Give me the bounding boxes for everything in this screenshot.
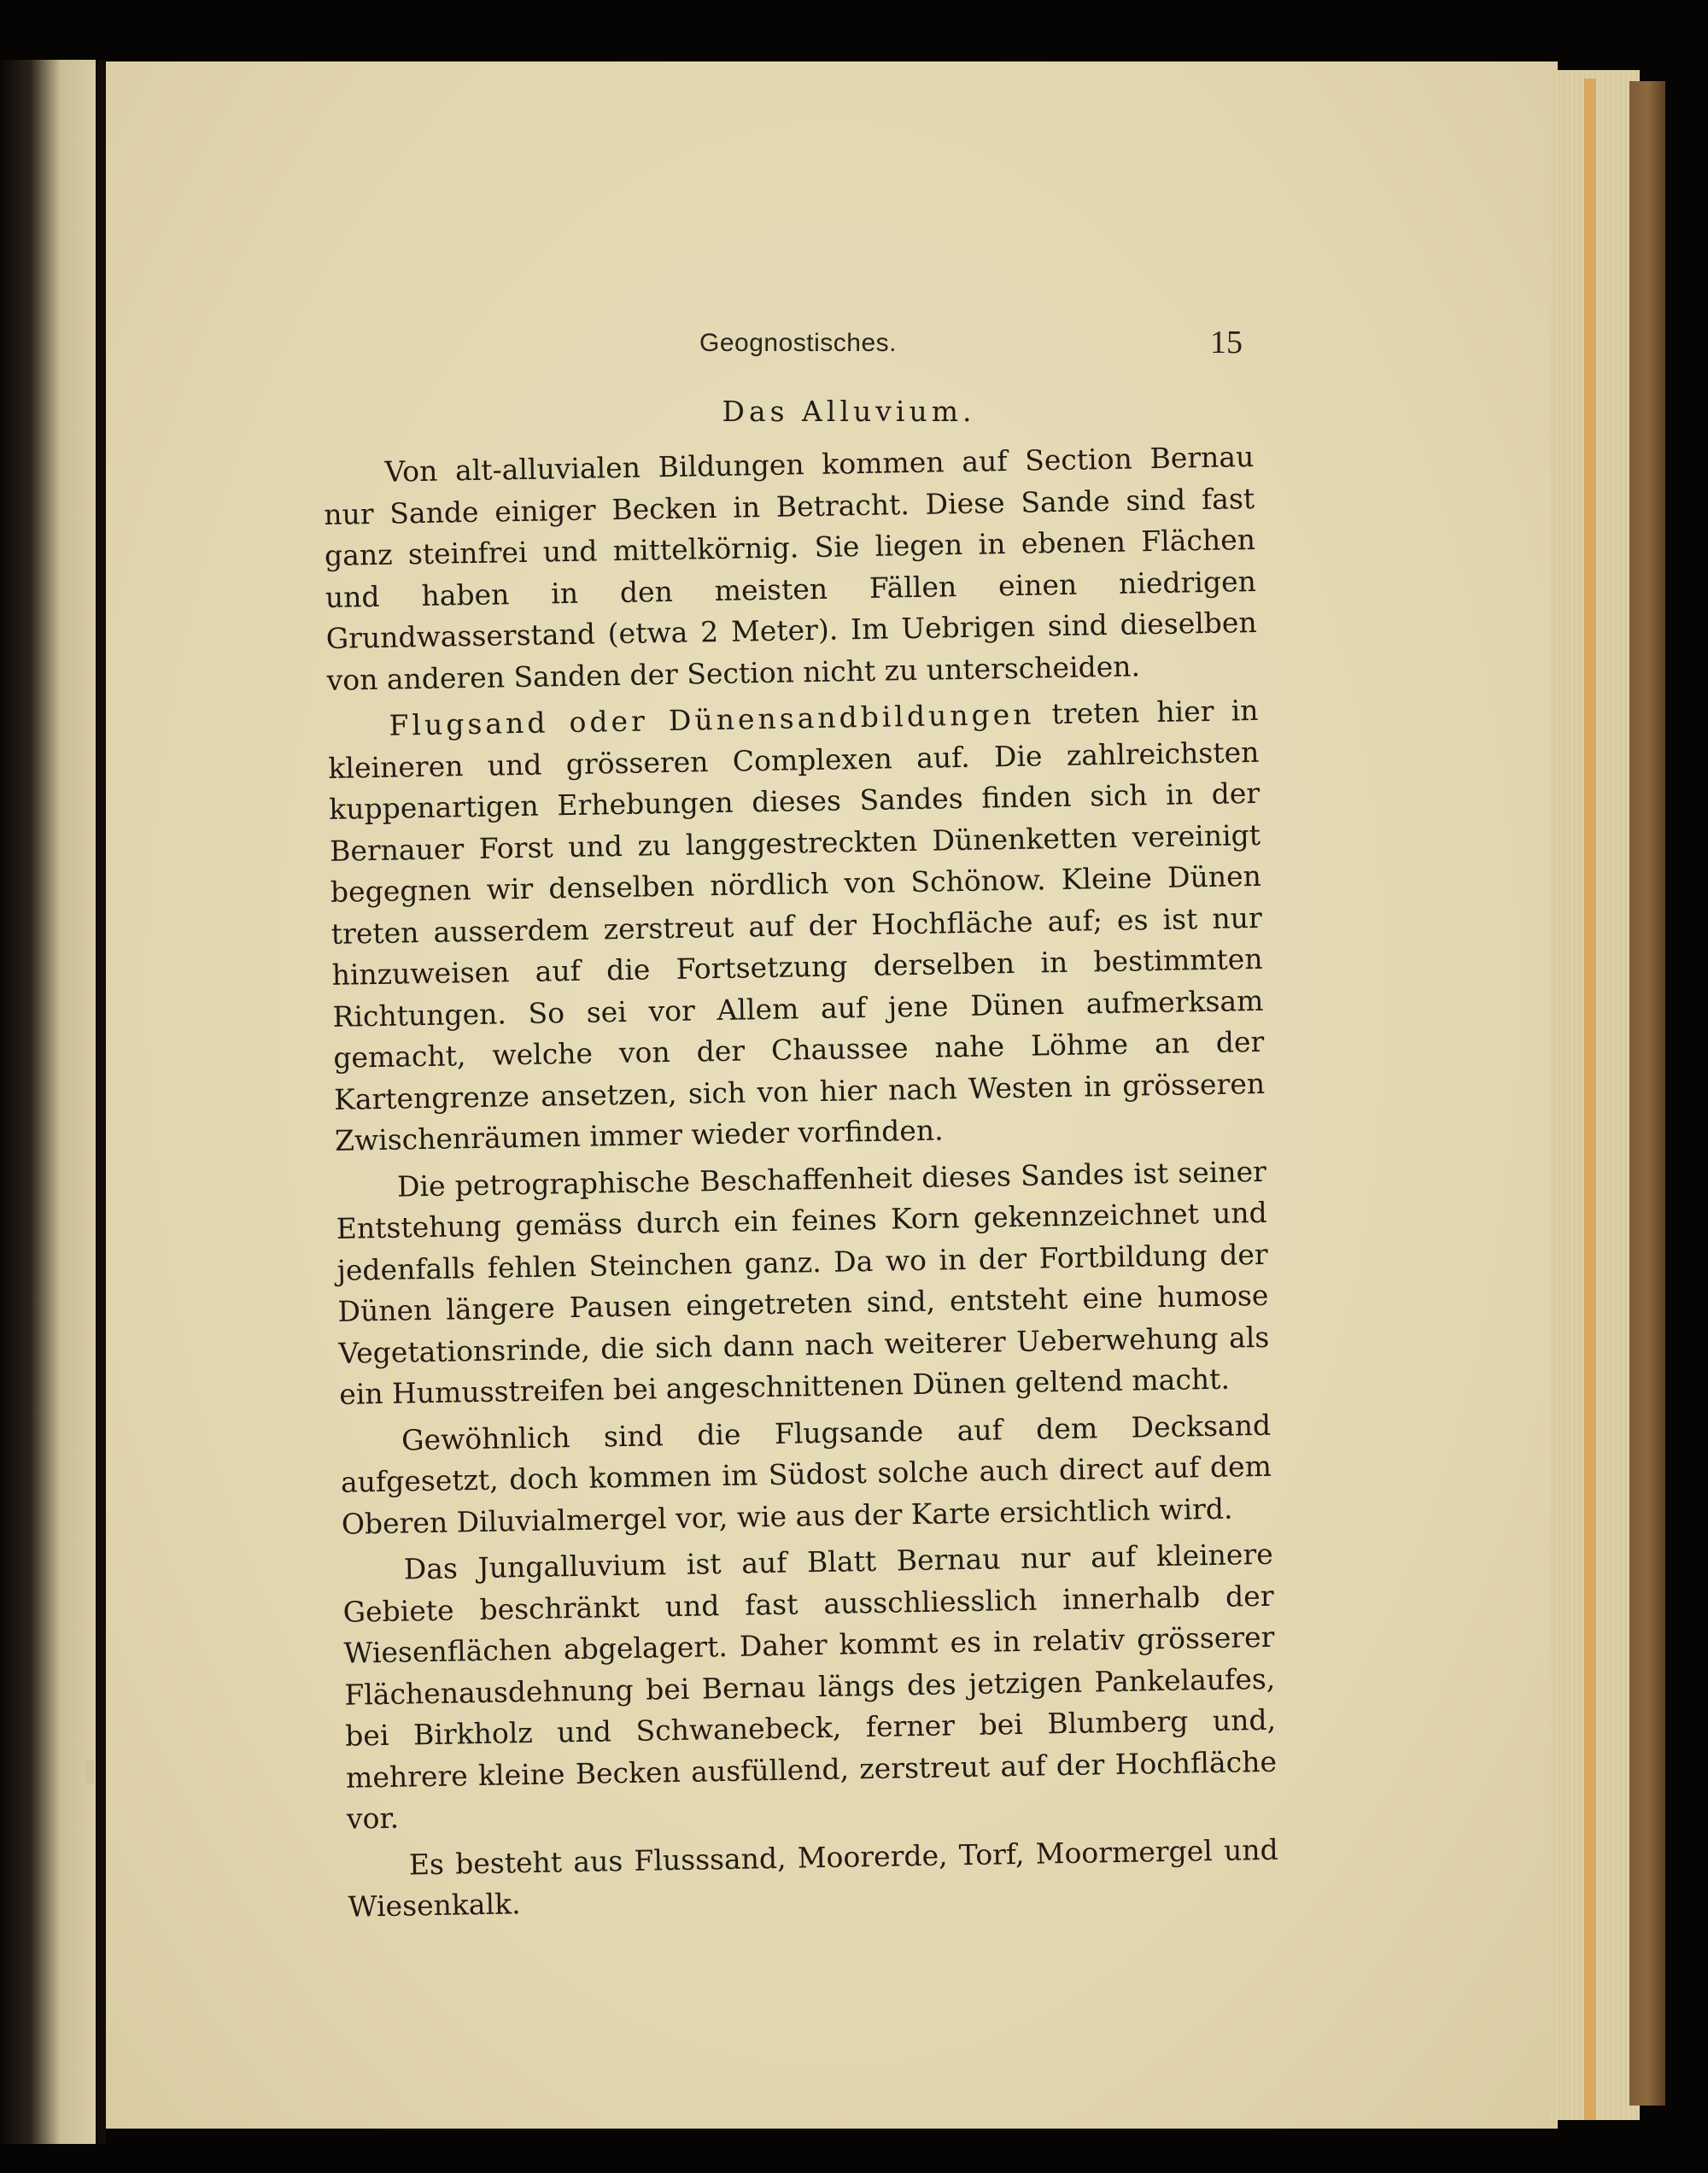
paragraph-text: treten hier in kleineren und grösseren Complexen auf. Die zahlreichsten kuppenartigen Erhebungen dieses Sandes finden sich in der Bernauer Forst und zu langgestreckten Dünenketten vereinigt begegnen wir denselben nördlich von Schönow. Kleine Dünen treten ausserdem zerstreut auf der Hochfläche auf; es ist nur hinzuweisen auf die Fortsetzung derselben in bestimmten Richtungen. So sei vor Allem auf jene Dünen aufmerksam gemacht, welche von der Chaussee nahe Löhme an der Kartengrenze ansetzen, sich von hier nach Westen in grösseren Zwischenräumen immer wieder vorfinden. xyxy=(328,693,1266,1157)
page-number: 15 xyxy=(1210,325,1243,360)
binding-pin xyxy=(85,1760,94,1784)
left-page-edge xyxy=(0,60,101,2144)
book-cover-edge xyxy=(1629,81,1665,2106)
spaced-lead: Flugsand oder Dünensandbildungen xyxy=(389,697,1035,742)
paragraph: Die petrographische Beschaffenheit dieses Sandes ist seiner Entstehung gemäss durch ein feines Korn gekennzeichnet und jedenfalls fehlen Steinchen ganz. Da wo in der Fortbildung der Dünen längere Pausen eingetreten sind, entsteht eine humose Vegetationsrinde, die sich dann nach weiterer Ueberwehung als ein Humusstreifen bei angeschnittenen Dünen geltend macht. xyxy=(336,1154,1270,1411)
paragraph: Es besteht aus Flusssand, Moorerde, Torf, Moormergel und Wiesenkalk. xyxy=(348,1832,1279,1924)
paragraph: Von alt-alluvialen Bildungen kommen auf Section Bernau nur Sande einiger Becken in Betracht. Diese Sande sind fast ganz steinfrei und mittelkörnig. Sie liegen in ebenen Flächen und haben in den meisten Fällen einen niedrigen Grundwasserstand (etwa 2 Meter). Im Uebrigen sind dieselben von anderen Sanden der Section nicht zu unterscheiden. xyxy=(323,439,1257,697)
body-text xyxy=(323,436,1279,1933)
book-gutter xyxy=(96,60,106,2144)
running-head: Geognostisches. xyxy=(699,329,897,357)
paragraph xyxy=(327,690,1266,1162)
page-header xyxy=(106,325,1558,380)
section-title: Das Alluvium. xyxy=(722,395,976,428)
page-edge-stain xyxy=(1584,79,1596,2120)
paragraph: Gewöhnlich sind die Flugsande auf dem Decksand aufgesetzt, doch kommen im Südost solche auch direct auf dem Oberen Diluvialmergel vor, wie aus der Karte ersichtlich wird. xyxy=(340,1408,1272,1541)
paragraph: Das Jungalluvium ist auf Blatt Bernau nur auf kleinere Gebiete beschränkt und fast ausschliesslich innerhalb der Wiesenflächen abgelagert. Daher kommt es in relativ grösserer Flächenausdehnung bei Bernau längs des jetzigen Pankelaufes, bei Birkholz und Schwanebeck, ferner bei Blumberg und, mehrere kleine Becken ausfüllend, zerstreut auf der Hochfläche vor. xyxy=(342,1537,1278,1836)
